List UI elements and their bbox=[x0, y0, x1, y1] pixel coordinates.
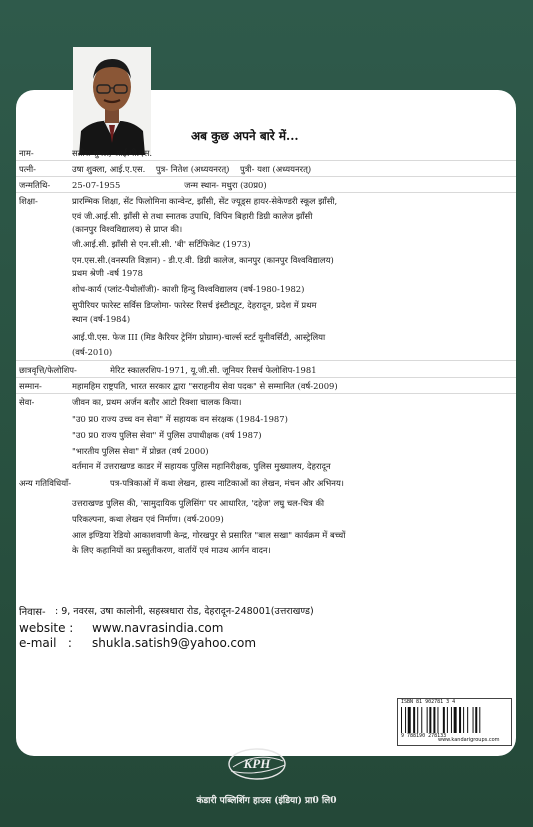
isbn-number: 9 788190 278133 bbox=[401, 733, 447, 739]
divider bbox=[16, 360, 516, 361]
barcode-bars bbox=[401, 707, 508, 733]
website-label: website : bbox=[19, 621, 74, 635]
publisher-name: कंडारी पब्लिशिंग हाउस (इंडिया) प्रा0 लि0 bbox=[196, 796, 337, 806]
education-label: शिक्षा- bbox=[19, 196, 38, 206]
logo-text: KPH bbox=[243, 756, 271, 771]
website-link[interactable]: www.navrasindia.com bbox=[92, 621, 224, 635]
scholarship-value: मेरिट स्कालरशिप-1971, यू.जी.सी. जूनियर रिसर्च फेलोशिप-1981 bbox=[110, 365, 317, 375]
education-line: सुपीरियर फारेस्ट सर्विस डिप्लोमा- फारेस्ट रिसर्च इंस्टीट्यूट, देहरादून, प्रदेश में प्रथम bbox=[72, 300, 317, 310]
divider bbox=[16, 176, 516, 177]
author-photo bbox=[73, 47, 151, 155]
spouse-value: उषा शुक्ला, आई.ए.एस. पुत्र- नितेश (अध्ययनरत्) पुत्री- यशा (अध्ययनरत्) bbox=[72, 164, 312, 174]
name-label: नाम- bbox=[19, 148, 34, 158]
service-line: "उ0 प्र0 राज्य उच्च वन सेवा" में सहायक वन संरक्षक (1984-1987) bbox=[72, 414, 288, 424]
dob-label: जन्मतिथि- bbox=[19, 180, 51, 190]
scholarship-label: छात्रवृत्ति/फेलोशिप- bbox=[19, 365, 77, 375]
education-line: प्रथम श्रेणी -वर्ष 1978 bbox=[72, 268, 143, 278]
service-line: "उ0 प्र0 राज्य पुलिस सेवा" में पुलिस उपाधीक्षक (वर्ष 1987) bbox=[72, 430, 262, 440]
address-label: निवास- bbox=[19, 607, 46, 618]
activity-line: उत्तराखण्ड पुलिस की, 'सामुदायिक पुलिसिंग' पर आधारित, 'दहेज' लघु चल-चित्र की bbox=[72, 498, 325, 508]
honour-value: महामहिम राष्ट्रपति, भारत सरकार द्वारा "सराहनीय सेवा पदक" से सम्मानित (वर्ष-2009) bbox=[72, 381, 338, 391]
activities-label: अन्य गतिविधियाँ- bbox=[19, 478, 72, 488]
education-line: प्रारम्भिक शिक्षा, सेंट फिलोमिना कान्वेन्ट, झाँसी, सेंट ज्यूड्स हायर-सेकेण्डरी स्कूल झाँसी, bbox=[72, 196, 338, 206]
activity-line: परिकल्पना, कथा लेखन एवं निर्माण। (वर्ष-2009) bbox=[72, 514, 224, 524]
service-label: सेवा- bbox=[19, 397, 35, 407]
isbn-text: ISBN 81 902781 3 4 bbox=[401, 699, 456, 705]
isbn-barcode bbox=[397, 698, 512, 746]
education-line: (वर्ष-2010) bbox=[72, 347, 113, 357]
address-value: : 9, नवरस, उषा कालोनी, सहस्त्रधारा रोड, देहरादून-248001(उत्तराखण्ड) bbox=[55, 606, 314, 617]
divider bbox=[16, 377, 516, 378]
education-line: (कानपुर विश्वविद्यालय) से प्राप्त की। bbox=[72, 224, 183, 234]
isbn-website: www.kandarigroups.com bbox=[438, 737, 500, 743]
dob-value: 25-07-1955 जन्म स्थान- मथुरा (उ0प्र0) bbox=[72, 180, 267, 190]
email-link[interactable]: shukla.satish9@yahoo.com bbox=[92, 636, 257, 650]
education-line: शोध-कार्य (प्लांट-पैथोलॉजी)- काशी हिन्दु विश्वविद्यालय (वर्ष-1980-1982) bbox=[72, 284, 305, 294]
service-line: वर्तमान में उत्तराखण्ड काडर में सहायक पुलिस महानिरीक्षक, पुलिस मुख्यालय, देहरादून bbox=[72, 461, 331, 471]
service-value: जीवन का, प्रथम अर्जन बतौर आटो रिक्शा चालक किया। bbox=[72, 397, 242, 407]
activity-line: के लिए कहानियों का प्रस्तुतीकरण, वार्तायें एवं माउथ आर्गन वादन। bbox=[72, 545, 271, 555]
spouse-label: पत्नी- bbox=[19, 164, 36, 174]
publisher-logo bbox=[225, 745, 290, 783]
education-line: जी.आई.सी. झाँसी से एन.सी.सी. 'बी' सर्टिफिकेट (1973) bbox=[72, 239, 251, 249]
honour-label: सम्मान- bbox=[19, 381, 42, 391]
email-label: e-mail : bbox=[19, 636, 72, 650]
education-line: आई.पी.एस. फेज III (मिड कैरियर ट्रेनिंग प्रोग्राम)-चार्ल्स स्टर्ट यूनीवर्सिटी, आस्ट्रेलिया bbox=[72, 332, 326, 342]
activities-value: पत्र-पत्रिकाओं में कथा लेखन, हास्य नाटिकाओं का लेखन, मंचन और अभिनय। bbox=[110, 478, 344, 488]
education-line: एम.एस.सी.(वनस्पति विज्ञान) - डी.ए.वी. डिग्री कालेज, कानपुर (कानपुर विश्वविद्यालय) bbox=[72, 255, 334, 265]
section-heading: अब कुछ अपने बारे में... bbox=[191, 129, 299, 143]
activity-line: आल इण्डिया रेडियो आकाशवाणी केन्द्र, गोरखपुर से प्रसारित "बाल सखा" कार्यक्रम में बच्चों bbox=[72, 530, 346, 540]
divider bbox=[16, 160, 516, 161]
service-line: "भारतीय पुलिस सेवा" में प्रोन्नत (वर्ष 2000) bbox=[72, 446, 209, 456]
education-line: स्थान (वर्ष-1984) bbox=[72, 314, 131, 324]
divider bbox=[16, 192, 516, 193]
name-value: सतीश शुक्ल, आई.पी.एस. bbox=[72, 148, 153, 158]
education-line: एवं जी.आई.सी. झाँसी से तथा स्नातक उपाधि, विपिन बिहारी डिग्री कालेज झाँसी bbox=[72, 211, 313, 221]
divider bbox=[16, 393, 516, 394]
